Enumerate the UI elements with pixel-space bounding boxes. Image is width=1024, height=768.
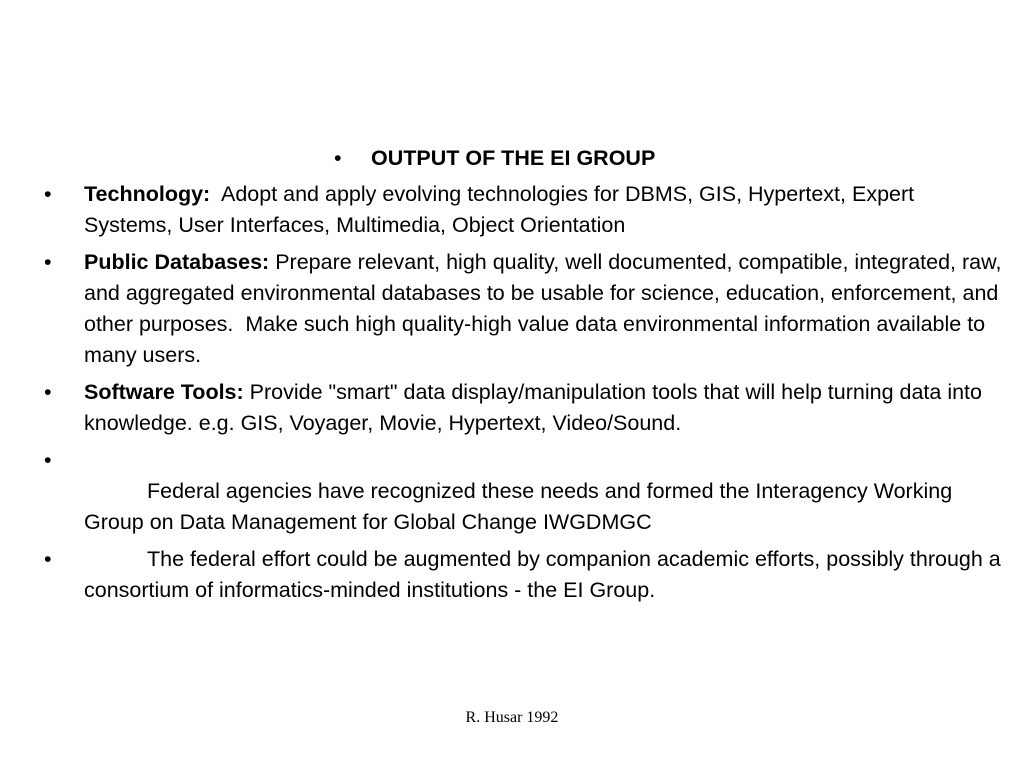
heading-bullet: • — [334, 146, 342, 170]
bullet-item-federal-agencies — [0, 476, 1024, 538]
bullet-marker: • — [44, 547, 52, 571]
bullet-text: Prepare relevant, high quality, well documented, compatible, integrated, raw, and aggregated environmental databases to be usable for science, education, enforcement, and other purposes. Make such high quality-high value data environmental information available to many users. — [84, 250, 1008, 367]
bullet-item-federal-effort — [0, 544, 1024, 606]
bullet-item-software-tools — [0, 377, 1024, 439]
bullet-marker: • — [44, 448, 52, 472]
bullet-text: Federal agencies have recognized these needs and formed the Interagency Working Group on Data Management for Global Change IWGDMGC — [84, 479, 953, 534]
bullet-item-technology — [0, 179, 1024, 241]
bullet-marker: • — [44, 250, 52, 274]
bullet-label: Software Tools: — [84, 380, 244, 404]
slide-footer-author: R. Husar 1992 — [465, 709, 559, 726]
bullet-text: Provide "smart" data display/manipulation tools that will help turning data into knowledge. e.g. GIS, Voyager, Movie, Hypertext, Video/Sound. — [84, 380, 982, 435]
bullet-text: Adopt and apply evolving technologies for DBMS, GIS, Hypertext, Expert Systems, User Interfaces, Multimedia, Object Orientation — [84, 182, 921, 237]
bullet-label: Public Databases: — [84, 250, 270, 274]
bullet-text: The federal effort could be augmented by companion academic efforts, possibly through a consortium of informatics-minded institutions - the EI Group. — [84, 547, 1001, 602]
bullet-marker: • — [44, 182, 52, 206]
bullet-list — [0, 179, 1024, 612]
heading-text: OUTPUT OF THE EI GROUP — [371, 146, 656, 170]
bullet-item-public-databases — [0, 247, 1024, 371]
bullet-label: Technology: — [84, 182, 211, 206]
bullet-item-empty — [0, 445, 1024, 476]
bullet-marker: • — [44, 380, 52, 404]
